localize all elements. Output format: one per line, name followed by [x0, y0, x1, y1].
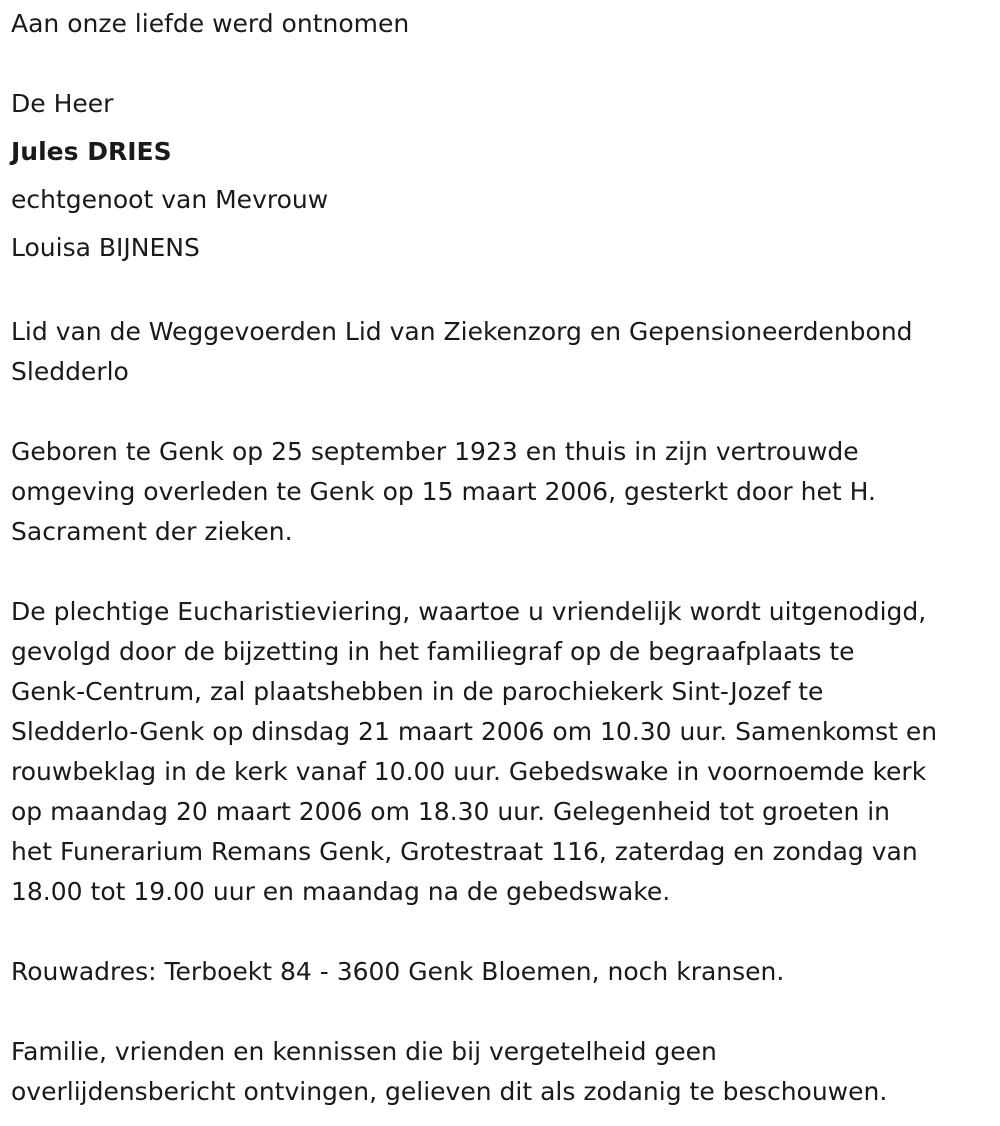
intro-line: Aan onze liefde werd ontnomen	[11, 9, 410, 38]
obituary-notice	[11, 4, 996, 1112]
relation-line: echtgenoot van Mevrouw	[11, 185, 329, 214]
address-line: Rouwadres: Terboekt 84 - 3600 Genk Bloemen, noch kransen.	[11, 957, 785, 986]
memberships-paragraph: Lid van de Weggevoerden Lid van Ziekenzorg en Gepensioneerdenbond Sledderlo	[11, 317, 913, 386]
honorific: De Heer	[11, 89, 114, 118]
spouse-name: Louisa BIJNENS	[11, 233, 200, 262]
birth-death-paragraph: Geboren te Genk op 25 september 1923 en thuis in zijn vertrouwde omgeving overleden te Genk op 15 maart 2006, gesterkt door het H. Sacrament der zieken.	[11, 437, 876, 546]
closing-paragraph: Familie, vrienden en kennissen die bij vergetelheid geen overlijdensbericht ontvingen, gelieven dit als zodanig te beschouwen.	[11, 1037, 888, 1106]
ceremony-paragraph: De plechtige Eucharistieviering, waartoe u vriendelijk wordt uitgenodigd, gevolgd door de bijzetting in het familiegraf op de begraafplaats te Genk-Centrum, zal plaatshebben in de parochiekerk Sint-Jozef te Sledderlo-Genk op dinsdag 21 maart 2006 om 10.30 uur. Samenkomst en rouwbeklag in de kerk vanaf 10.00 uur. Gebedswake in voornoemde kerk op maandag 20 maart 2006 om 18.30 uur. Gelegenheid tot groeten in het Funerarium Remans Genk, Grotestraat 116, zaterdag en zondag van 18.00 tot 19.00 uur en maandag na de gebedswake.	[11, 597, 938, 906]
deceased-name: Jules DRIES	[11, 137, 172, 166]
